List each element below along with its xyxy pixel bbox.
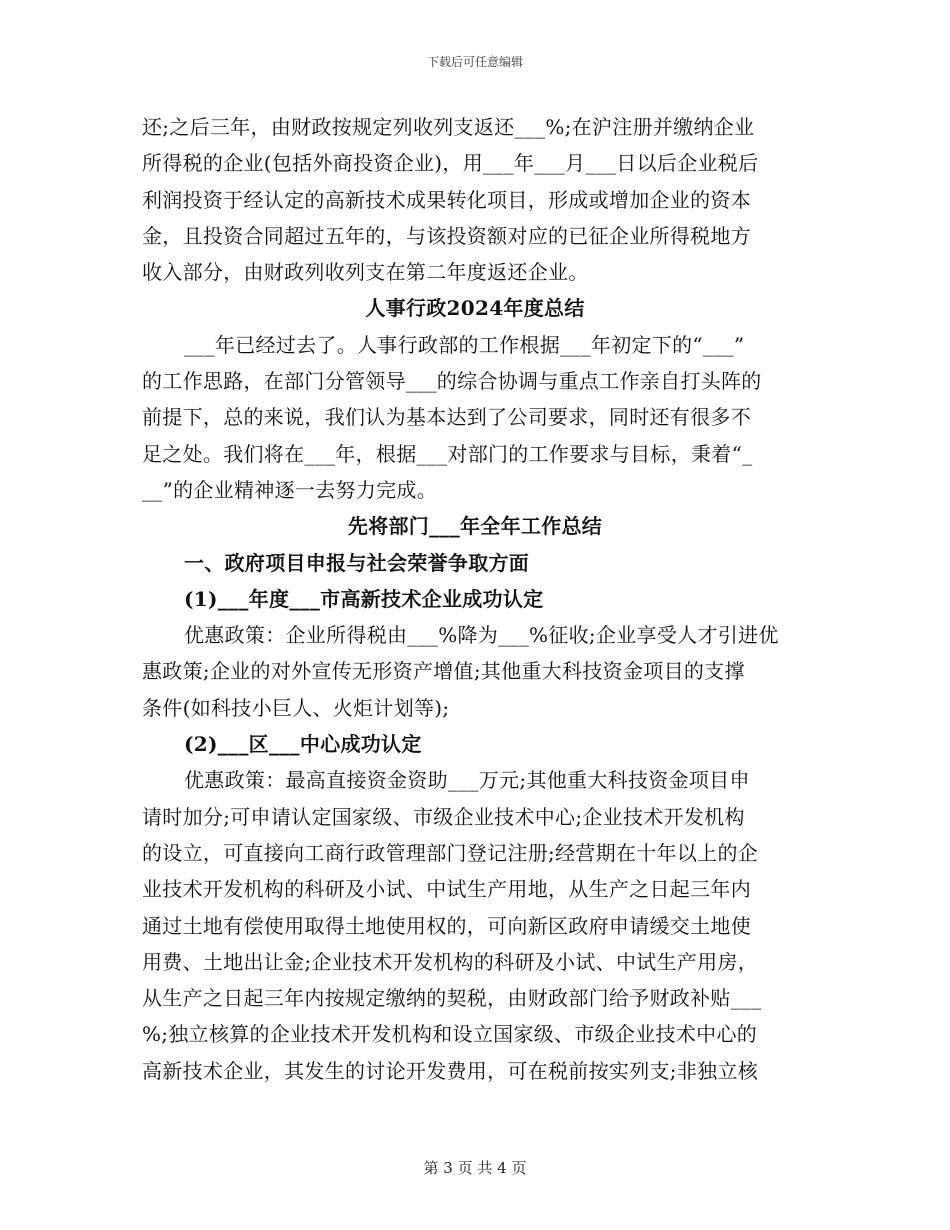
- subsection-heading: 一、政府项目申报与社会荣誉争取方面: [184, 550, 530, 575]
- text-line: 收入部分，由财政列收列支在第二年度返还企业。: [142, 260, 589, 285]
- text-line: 前提下，总的来说，我们认为基本达到了公司要求，同时还有很多不: [142, 405, 751, 430]
- text-line: 还;之后三年，由财政按规定列收列支返还___%;在沪注册并缴纳企业: [142, 115, 755, 139]
- section-heading: 先将部门___年全年工作总结: [347, 514, 603, 539]
- page-footer: 第 3 页 共 4 页: [423, 1159, 527, 1177]
- subsection-heading: (1)___年度___市高新技术企业成功认定: [184, 586, 544, 611]
- document-body: [142, 109, 808, 1089]
- text-line: 优惠政策：企业所得税由___%降为___%征收;企业享受人才引进优: [184, 623, 779, 648]
- text-line: 高新技术企业，其发生的讨论开发费用，可在税前按实列支;非独立核: [142, 1058, 759, 1083]
- text-line: 金，且投资合同超过五年的，与该投资额对应的已征企业所得税地方: [142, 223, 751, 248]
- text-line: ___年已经过去了。人事行政部的工作根据___年初定下的“___”: [184, 332, 745, 357]
- text-line: 所得税的企业(包括外商投资企业)，用___年___月___日以后企业税后: [142, 151, 759, 176]
- page-header: 下载后可任意编辑: [426, 55, 523, 69]
- text-line: 通过土地有偿使用取得土地使用权的，可向新区政府申请缓交土地使: [142, 913, 751, 938]
- text-line: 请时加分;可申请认定国家级、市级企业技术中心;企业技术开发机构: [142, 804, 745, 829]
- text-line: %;独立核算的企业技术开发机构和设立国家级、市级企业技术中心的: [142, 1022, 758, 1047]
- text-line: 业技术开发机构的科研及小试、中试生产用地，从生产之日起三年内: [142, 877, 751, 902]
- text-line: 足之处。我们将在___年，根据___对部门的工作要求与目标，秉着“_: [142, 441, 753, 466]
- text-line: __”的企业精神逐一去努力完成。: [142, 477, 438, 502]
- text-line: 用费、土地出让金;企业技术开发机构的科研及小试、中试生产用房，: [142, 949, 759, 974]
- section-heading: 人事行政2024年度总结: [365, 296, 585, 321]
- subsection-heading: (2)___区___中心成功认定: [184, 732, 422, 757]
- text-line: 惠政策;企业的对外宣传无形资产增值;其他重大科技资金项目的支撑: [142, 659, 745, 684]
- text-line: 的工作思路，在部门分管领导___的综合协调与重点工作亲自打头阵的: [142, 369, 762, 394]
- text-line: 利润投资于经认定的高新技术成果转化项目，形成或增加企业的资本: [142, 187, 751, 212]
- text-line: 从生产之日起三年内按规定缴纳的契税，由财政部门给予财政补贴___: [142, 986, 762, 1011]
- text-line: 的设立，可直接向工商行政管理部门登记注册;经营期在十年以上的企: [142, 840, 759, 865]
- text-line: 优惠政策：最高直接资金资助___万元;其他重大科技资金项目申: [184, 768, 750, 793]
- text-line: 条件(如科技小巨人、火炬计划等);: [142, 695, 450, 720]
